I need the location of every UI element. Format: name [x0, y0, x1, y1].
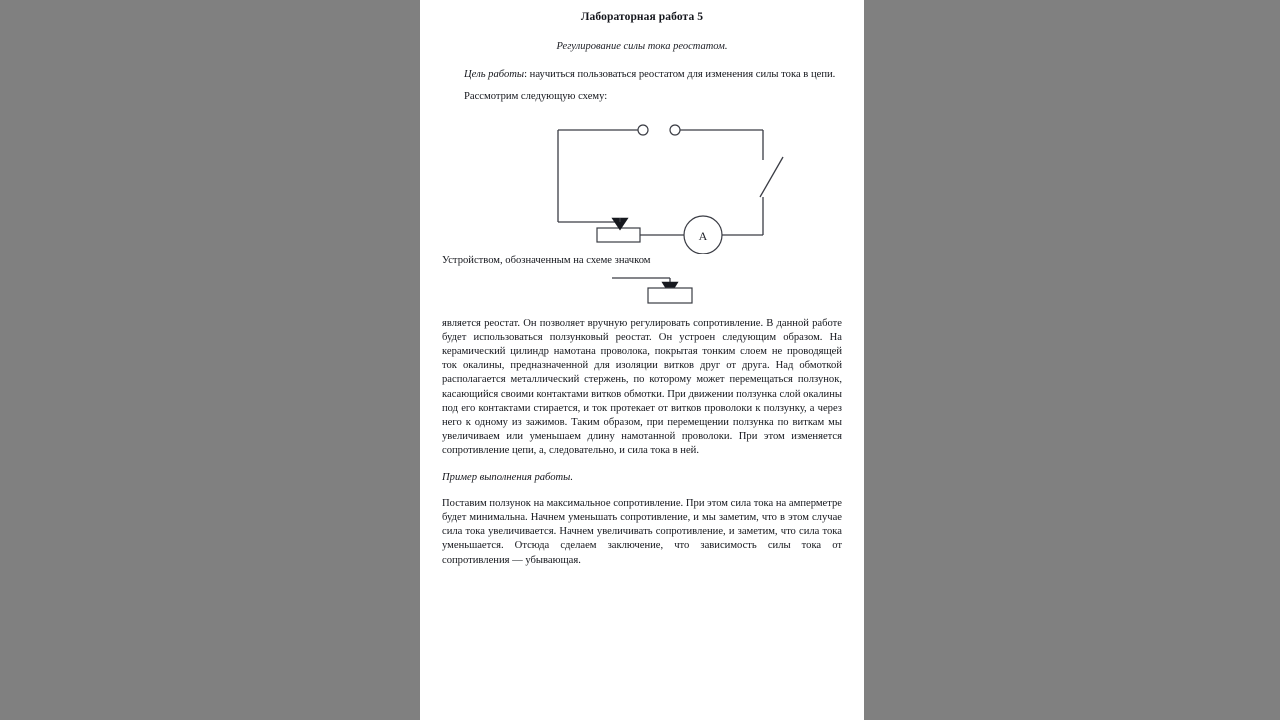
symbol-intro-paragraph: Устройством, обозначенным на схеме значком: [442, 255, 651, 267]
circuit-diagram-svg: [442, 104, 842, 254]
body-paragraph: является реостат. Он позволяет вручную регулировать сопротивление. В данной работе будет использоваться ползунковый реостат. Он устроен следующим образом. На керамический цилиндр намотана проволока, покрытая тонким слоем не проводящей ток окалины, предназначенной для изоляции витков друг от друга. Над обмоткой располагается металлический стержень, по которому может перемещаться ползунок, касающийся своими контактами витков обмотки. При движении ползунка слой окалины под его контактами стирается, и ток протекает от витков проволоки к ползунку, а через него к одному из зажимов. Таким образом, при перемещении ползунка по виткам мы увеличиваем или уменьшаем длину намотанной проволоки. При этом изменяется сопротивление цепи, а, следовательно, и сила тока в ней.: [442, 317, 842, 457]
document-page: [420, 0, 864, 720]
switch-blade-icon: [760, 157, 783, 197]
example-paragraph: Поставим ползунок на максимальное сопротивление. При этом сила тока на амперметре будет минимальна. Начнем уменьшать сопротивление, и мы заметим, что в этом случае сила тока увеличивается. Начнем увеличивать сопротивление, и заметим, что сила тока уменьшается. Отсюда сделаем заключение, что зависимость силы тока от сопротивления — убывающая.: [442, 497, 842, 566]
terminal-right-icon: [670, 125, 680, 135]
page-title: Лабораторная работа 5: [580, 11, 704, 23]
goal-text: : научиться пользоваться реостатом для изменения силы тока в цепи.: [524, 69, 836, 80]
spacer: [442, 82, 842, 90]
example-heading: Пример выполнения работы.: [442, 471, 574, 483]
document-subtitle: Регулирование силы тока реостатом.: [556, 41, 728, 52]
ammeter-label: A: [698, 229, 708, 244]
spacer: [442, 485, 842, 497]
rheostat-symbol-svg: [442, 269, 842, 317]
terminal-left-icon: [638, 125, 648, 135]
spacer: [442, 52, 842, 68]
resistor-body-icon: [648, 288, 692, 303]
rheostat-body-icon: [597, 228, 640, 242]
goal-paragraph: [442, 68, 842, 82]
scheme-intro-paragraph: Рассмотрим следующую схему:: [464, 91, 608, 103]
spacer: [442, 459, 842, 471]
goal-label: Цель работы: [464, 69, 525, 80]
circuit-diagram: [442, 104, 842, 254]
rheostat-symbol: [442, 269, 842, 317]
